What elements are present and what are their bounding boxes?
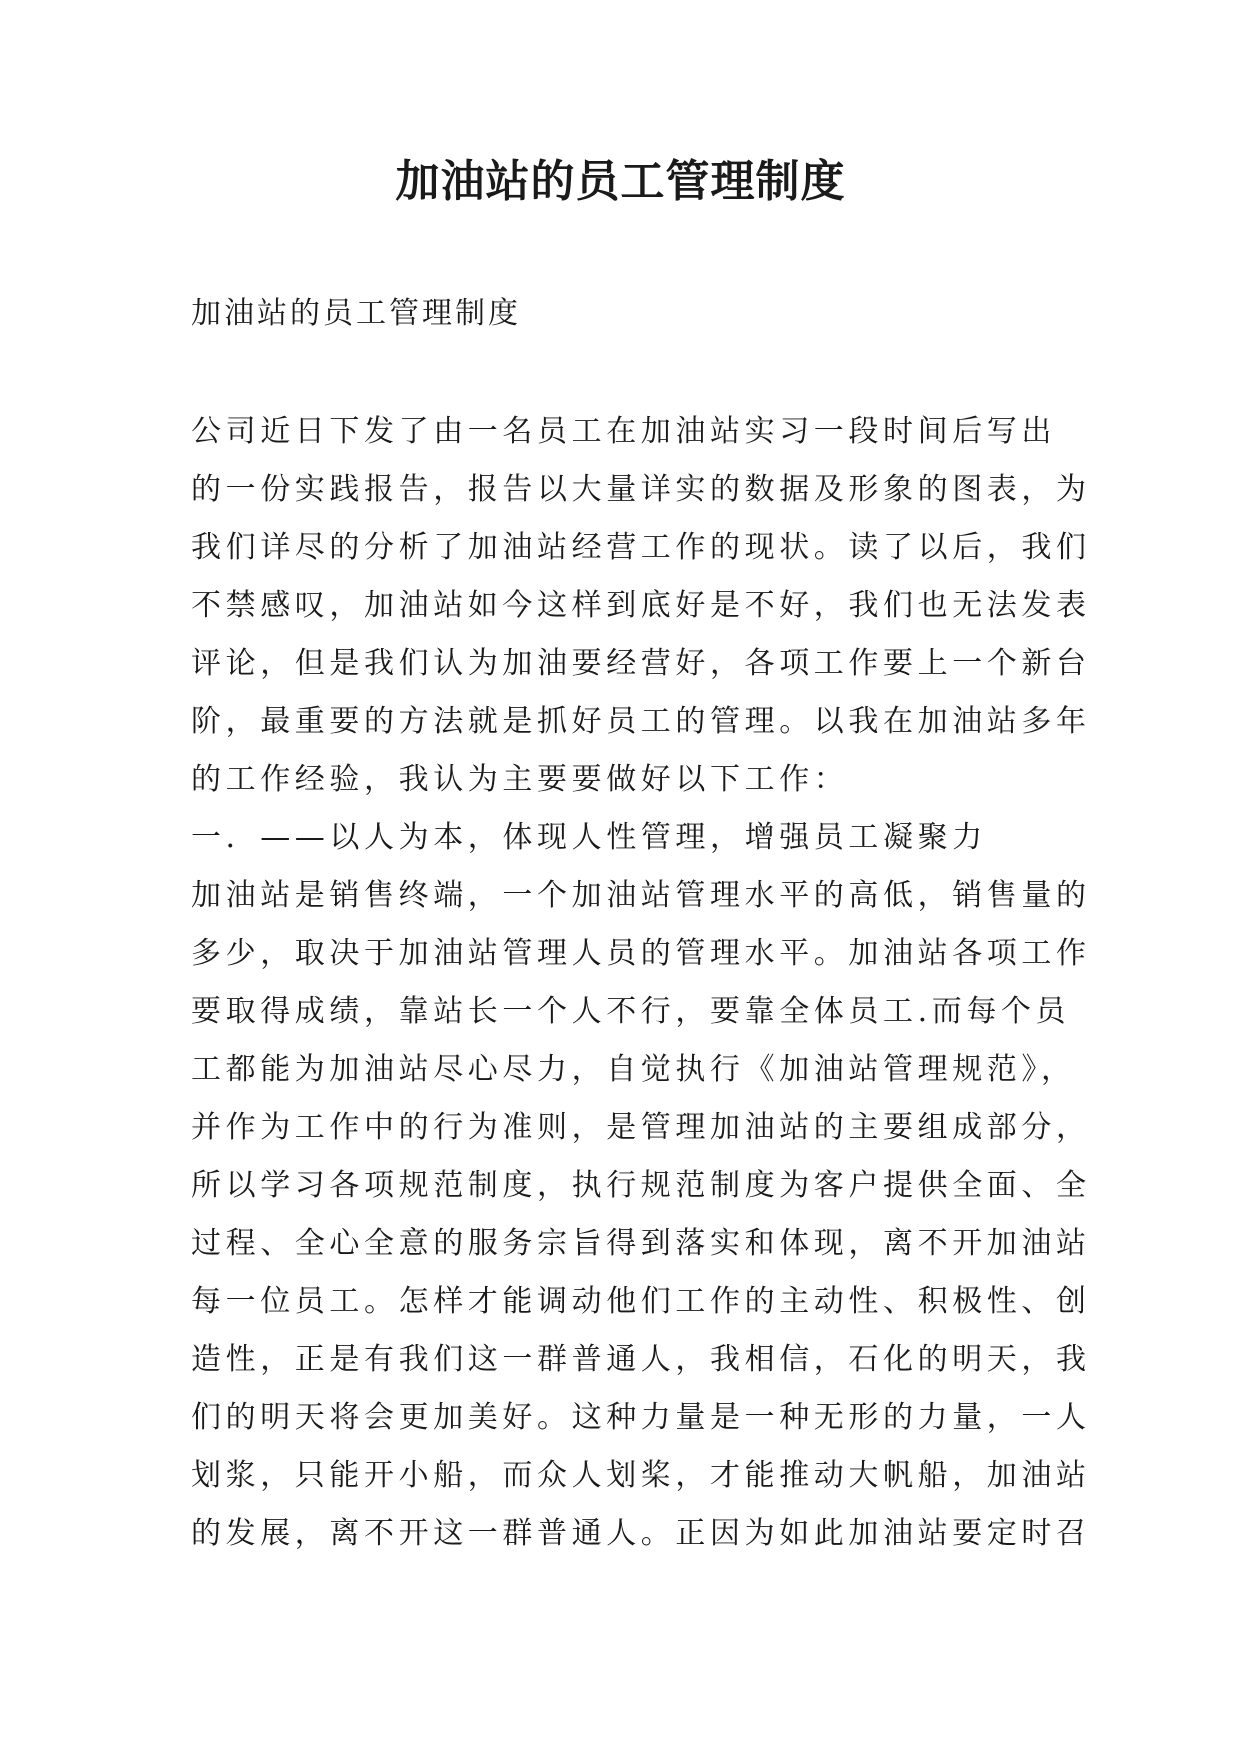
body-line: 公司近日下发了由一名员工在加油站实习一段时间后写出 [191, 414, 1056, 449]
body-line: 的工作经验，我认为主要要做好以下工作： [191, 762, 849, 797]
section-heading: 一．——以人为本，体现人性管理，增强员工凝聚力 [191, 820, 987, 855]
body-line: 每一位员工。怎样才能调动他们工作的主动性、积极性、创 [191, 1284, 1091, 1319]
body-line: 评论，但是我们认为加油要经营好，各项工作要上一个新台 [191, 646, 1091, 681]
body-line: 的一份实践报告，报告以大量详实的数据及形象的图表，为 [191, 472, 1091, 507]
document-body [191, 410, 1091, 1570]
body-line: 阶，最重要的方法就是抓好员工的管理。以我在加油站多年 [191, 704, 1091, 739]
body-line: 们的明天将会更加美好。这种力量是一种无形的力量，一人 [191, 1400, 1091, 1435]
body-line: 所以学习各项规范制度，执行规范制度为客户提供全面、全 [191, 1168, 1091, 1203]
document-subtitle: 加油站的员工管理制度 [191, 296, 521, 331]
body-line: 的发展，离不开这一群普通人。正因为如此加油站要定时召 [191, 1516, 1091, 1551]
body-line: 多少，取决于加油站管理人员的管理水平。加油站各项工作 [191, 936, 1091, 971]
body-line: 不禁感叹，加油站如今这样到底好是不好，我们也无法发表 [191, 588, 1091, 623]
body-line: 过程、全心全意的服务宗旨得到落实和体现，离不开加油站 [191, 1226, 1091, 1261]
body-line: 划浆，只能开小船，而众人划桨，才能推动大帆船，加油站 [191, 1458, 1091, 1493]
body-line: 造性，正是有我们这一群普通人，我相信，石化的明天，我 [191, 1342, 1091, 1377]
body-line: 工都能为加油站尽心尽力，自觉执行《加油站管理规范》， [191, 1052, 1076, 1087]
body-line: 加油站是销售终端，一个加油站管理水平的高低，销售量的 [191, 878, 1091, 913]
document-title: 加油站的员工管理制度 [395, 156, 846, 207]
body-line: 我们详尽的分析了加油站经营工作的现状。读了以后，我们 [191, 530, 1091, 565]
body-line: 要取得成绩，靠站长一个人不行，要靠全体员工.而每个员 [191, 994, 1071, 1029]
body-line: 并作为工作中的行为准则，是管理加油站的主要组成部分， [191, 1110, 1091, 1145]
